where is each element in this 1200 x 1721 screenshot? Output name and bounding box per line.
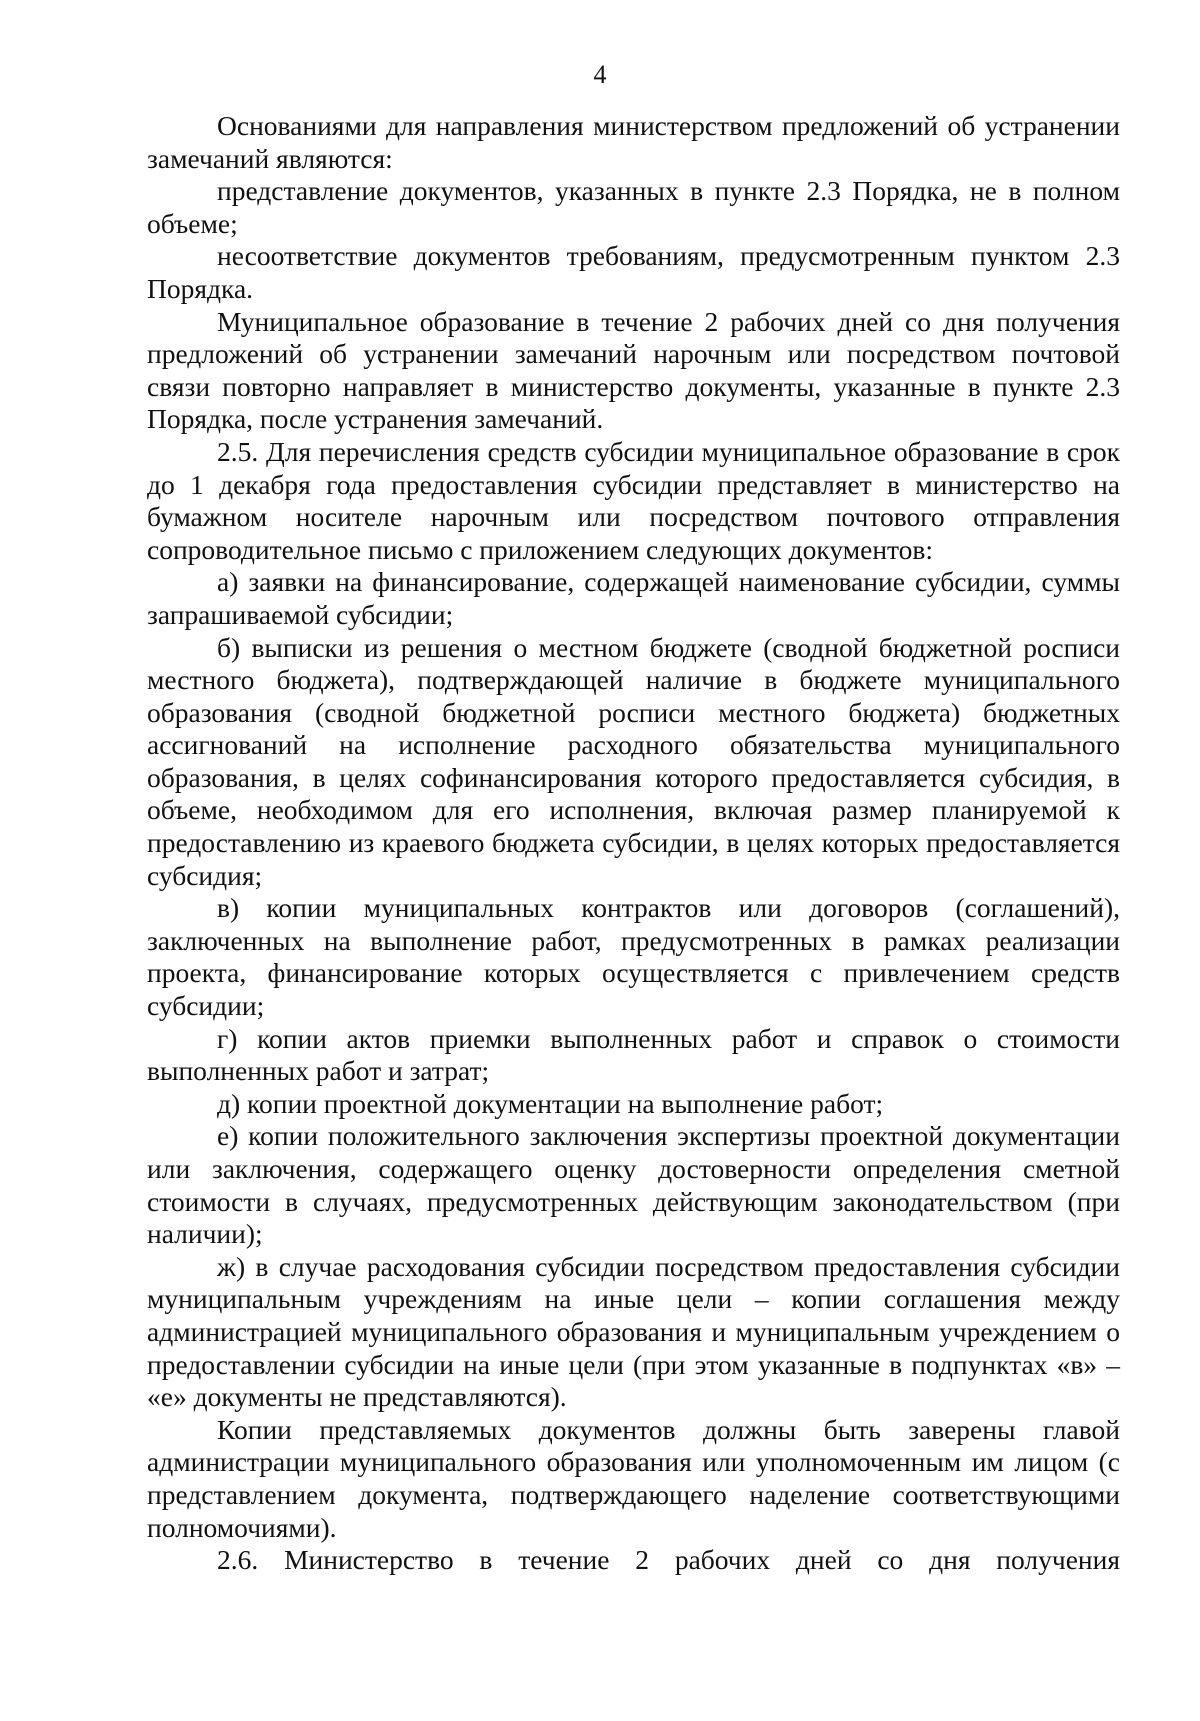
paragraph-grounds: Основаниями для направления министерством предложений об устранении замечаний являются:	[147, 110, 1120, 174]
list-item-v: в) копии муниципальных контрактов или договоров (соглашений), заключенных на выполнение работ, предусмотренных в рамках реализации проекта, финансирование которых осуществляется с привлечением средств субсидии;	[147, 892, 1120, 1022]
paragraph-incomplete-documents: представление документов, указанных в пункте 2.3 Порядка, не в полном объеме;	[147, 175, 1120, 239]
document-body	[147, 110, 1120, 1577]
list-item-d: д) копии проектной документации на выполнение работ;	[217, 1087, 884, 1119]
paragraph-clause-2-5: 2.5. Для перечисления средств субсидии муниципальное образование в срок до 1 декабря года предоставления субсидии представляет в министерство на бумажном носителе нарочным или посредством почтового отправления сопроводительное письмо с приложением следующих документов:	[147, 435, 1120, 565]
list-item-a: а) заявки на финансирование, содержащей наименование субсидии, суммы запрашиваемой субсидии;	[147, 566, 1120, 630]
paragraph-clause-2-6: 2.6. Министерство в течение 2 рабочих дней со дня получения	[217, 1544, 1120, 1576]
paragraph-certified-copies: Копии представляемых документов должны быть заверены главой администрации муниципального образования или уполномоченным им лицом (с представлением документа, подтверждающего наделение соответствующими полномочиями).	[147, 1413, 1120, 1543]
list-item-zh: ж) в случае расходования субсидии посредством предоставления субсидии муниципальным учреждениям на иные цели – копии соглашения между администрацией муниципального образования и муниципальным учреждением о предоставлении субсидии на иные цели (при этом указанные в подпунктах «в» – «е» документы не представляются).	[147, 1250, 1120, 1413]
paragraph-noncompliance: несоответствие документов требованиям, предусмотренным пунктом 2.3 Порядка.	[147, 240, 1120, 304]
list-item-e: е) копии положительного заключения экспертизы проектной документации или заключения, содержащего оценку достоверности определения сметной стоимости в случаях, предусмотренных действующим законодательством (при наличии);	[147, 1120, 1120, 1250]
list-item-b: б) выписки из решения о местном бюджете (сводной бюджетной росписи местного бюджета), подтверждающей наличие в бюджете муниципального образования (сводной бюджетной росписи местного бюджета) бюджетных ассигнований на исполнение расходного обязательства муниципального образования, в целях софинансирования которого предоставляется субсидия, в объеме, необходимом для его исполнения, включая размер планируемой к предоставлению из краевого бюджета субсидии, в целях которых предоставляется субсидия;	[147, 631, 1120, 891]
list-item-g: г) копии актов приемки выполненных работ и справок о стоимости выполненных работ и затрат;	[147, 1022, 1120, 1087]
page-number: 4	[593, 60, 607, 89]
paragraph-resubmission: Муниципальное образование в течение 2 рабочих дней со дня получения предложений об устранении замечаний нарочным или посредством почтовой связи повторно направляет в министерство документы, указанные в пункте 2.3 Порядка, после устранения замечаний.	[147, 305, 1120, 435]
